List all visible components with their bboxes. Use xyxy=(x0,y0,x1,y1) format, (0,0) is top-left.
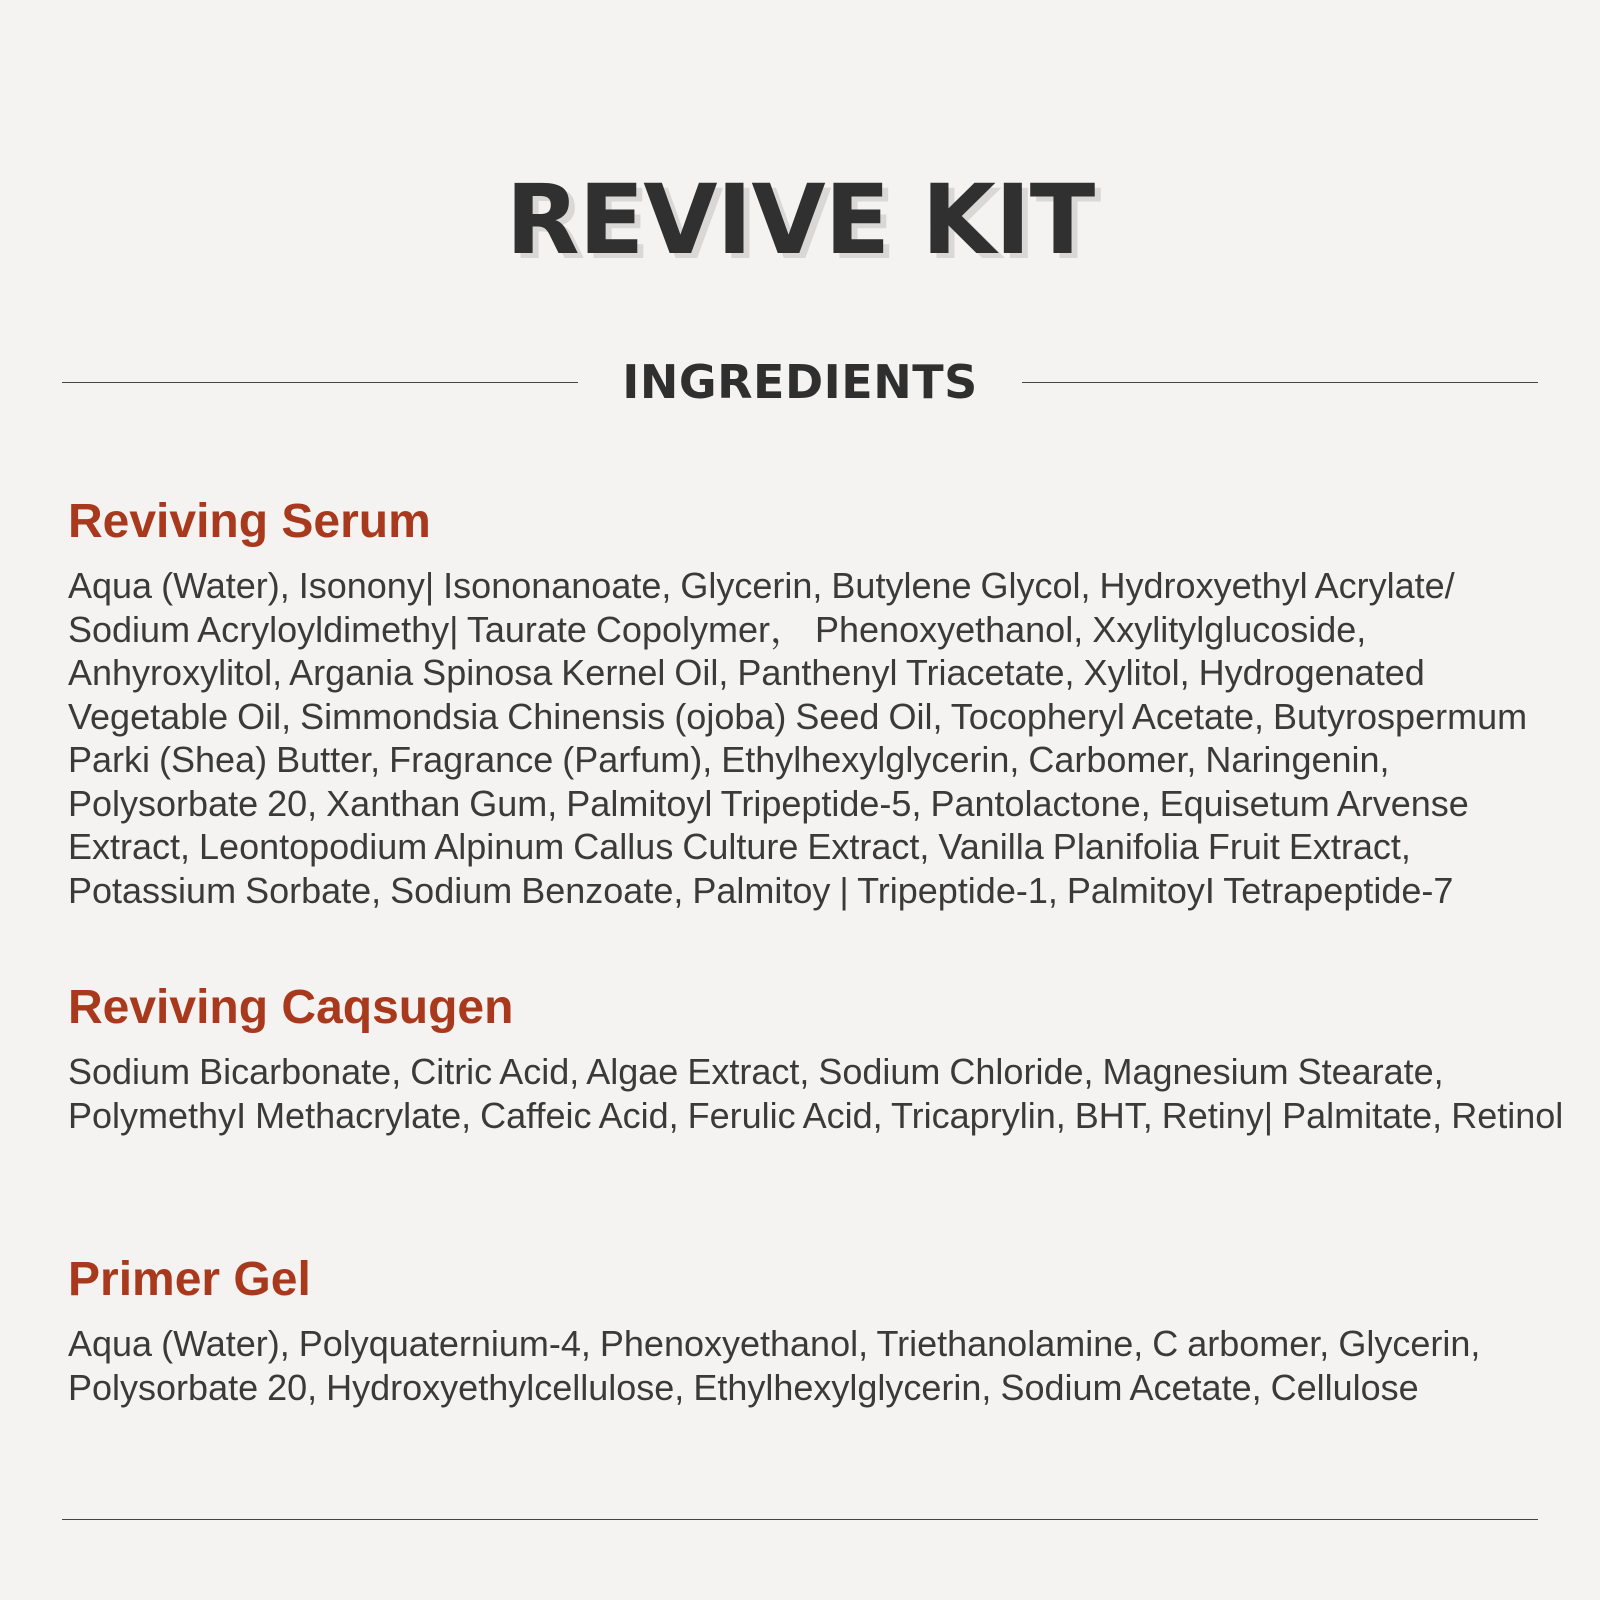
product-primer-gel xyxy=(68,1252,1568,1409)
product-ingredients: Aqua (Water), Isonony| Isononanoate, Glycerin, Butylene Glycol, Hydroxyethyl Acrylate/ Sodium Acryloyldimethy| Taurate Copolymer， Phenoxyethanol, Xxylitylglucoside, Anhyroxylitol, Argania Spinosa Kernel Oil, Panthenyl Triacetate, Xylitol, Hydrogenated Vegetable Oil, Simmondsia Chinensis (ojoba) Seed Oil, Tocopheryl Acetate, Butyrospermum Parki (Shea) Butter, Fragrance (Parfum), Ethylhexylglycerin, Carbomer, Naringenin, Polysorbate 20, Xanthan Gum, Palmitoyl Tripeptide-5, Pantolactone, Equisetum Arvense Extract, Leontopodium Alpinum Callus Culture Extract, Vanilla Planifolia Fruit Extract, Potassium Sorbate, Sodium Benzoate, Palmitoy | Tripeptide-1, PalmitoyI Tetrapeptide-7 xyxy=(68,565,1528,911)
product-reviving-caqsugen xyxy=(68,980,1568,1137)
header-rule-right xyxy=(1022,382,1538,383)
section-title: INGREDIENTS xyxy=(622,355,978,409)
product-reviving-serum xyxy=(68,494,1568,912)
product-name: Primer Gel xyxy=(68,1253,311,1306)
bottom-divider xyxy=(62,1519,1538,1520)
header-rule-left xyxy=(62,382,578,383)
product-name: Reviving Caqsugen xyxy=(68,981,514,1034)
product-ingredients: Aqua (Water), Polyquaternium-4, Phenoxyethanol, Triethanolamine, C arbomer, Glycerin, Polysorbate 20, Hydroxyethylcellulose, Ethylhexylglycerin, Sodium Acetate, Cellulose xyxy=(68,1323,1481,1408)
product-ingredients: Sodium Bicarbonate, Citric Acid, Algae Extract, Sodium Chloride, Magnesium Stearate, PolymethyI Methacrylate, Caffeic Acid, Ferulic Acid, Tricaprylin, BHT, Retiny| Palmitate, Retinol xyxy=(68,1051,1564,1136)
ingredients-header xyxy=(62,352,1538,412)
page-title: REVIVE KIT xyxy=(505,164,1095,276)
product-name: Reviving Serum xyxy=(68,495,431,548)
